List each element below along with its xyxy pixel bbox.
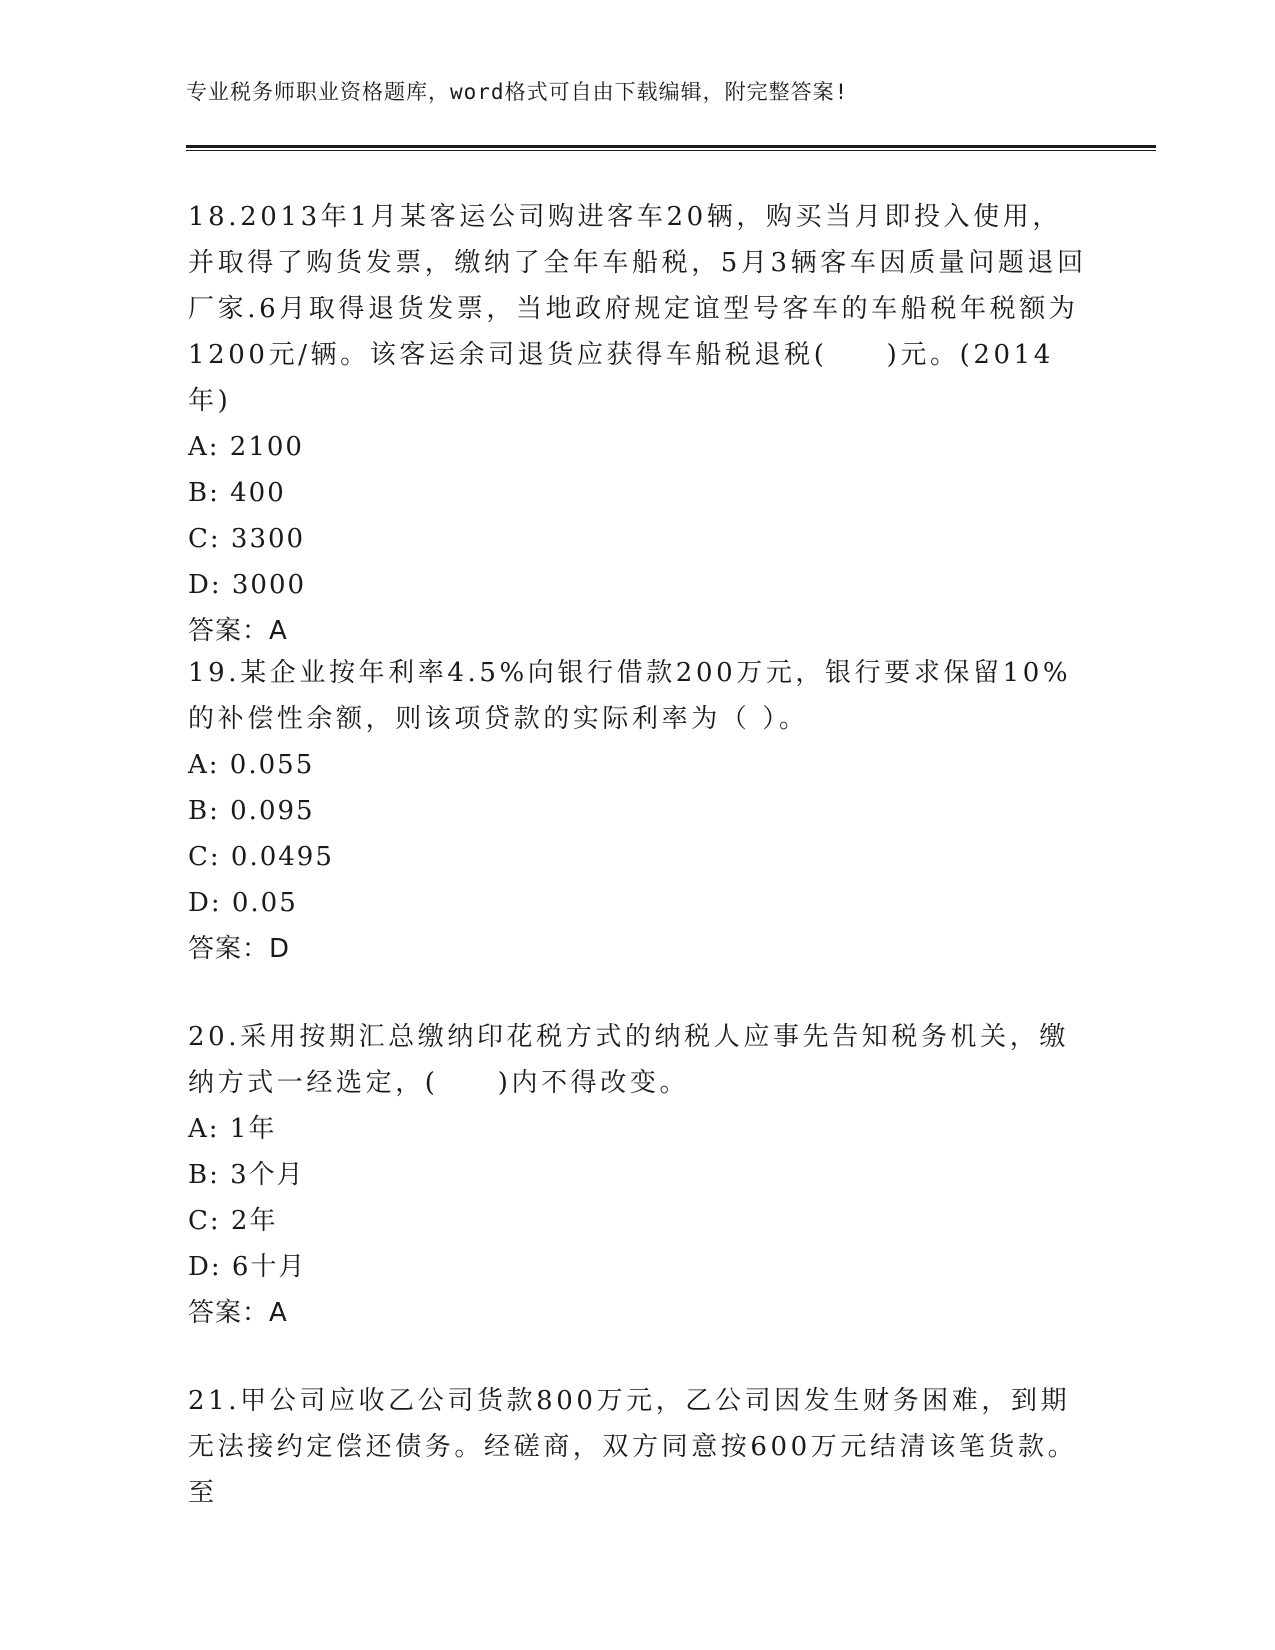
option-d: D: 3000 — [188, 570, 307, 600]
option-c: C: 2年 — [188, 1206, 278, 1236]
option-b: B: 400 — [188, 478, 286, 508]
answer: 答案：A — [188, 616, 288, 646]
question-stem: 19.某企业按年利率4.5%向银行借款200万元，银行要求保留10%的补偿性余额，则该项贷款的实际利率为（ ）。 — [188, 658, 1072, 734]
page-header: 专业税务师职业资格题库，word格式可自由下载编辑，附完整答案! — [186, 80, 849, 104]
option-d: D: 6十月 — [188, 1252, 307, 1282]
question-stem: 20.采用按期汇总缴纳印花税方式的纳税人应事先告知税务机关，缴纳方式一经选定，( )内不得改变。 — [188, 1022, 1069, 1098]
option-b: B: 3个月 — [188, 1160, 305, 1190]
option-c: C: 0.0495 — [188, 842, 334, 872]
question-19 — [188, 650, 1088, 972]
option-d: D: 0.05 — [188, 888, 298, 918]
header-divider — [186, 145, 1156, 148]
question-stem: 18.2013年1月某客运公司购进客车20辆，购买当月即投入使用，并取得了购货发票，缴纳了全年车船税，5月3辆客车因质量问题退回厂家.6月取得退货发票，当地政府规定谊型号客车的车船税年税额为1200元/辆。该客运余司退货应获得车船税退税( )元。(2014年) — [188, 202, 1087, 416]
option-a: A: 1年 — [188, 1114, 277, 1144]
question-21 — [188, 1378, 1088, 1516]
option-a: A: 0.055 — [188, 750, 315, 780]
option-c: C: 3300 — [188, 524, 306, 554]
answer: 答案：D — [188, 934, 291, 964]
question-stem: 21.甲公司应收乙公司货款800万元，乙公司因发生财务困难，到期无法接约定偿还债务。经磋商，双方同意按600万元结清该笔货款。至 — [188, 1386, 1078, 1508]
option-a: A: 2100 — [188, 432, 304, 462]
header-divider-thin — [186, 150, 1156, 151]
option-b: B: 0.095 — [188, 796, 315, 826]
question-20 — [188, 1014, 1088, 1336]
question-18 — [188, 194, 1088, 654]
answer: 答案：A — [188, 1298, 288, 1328]
